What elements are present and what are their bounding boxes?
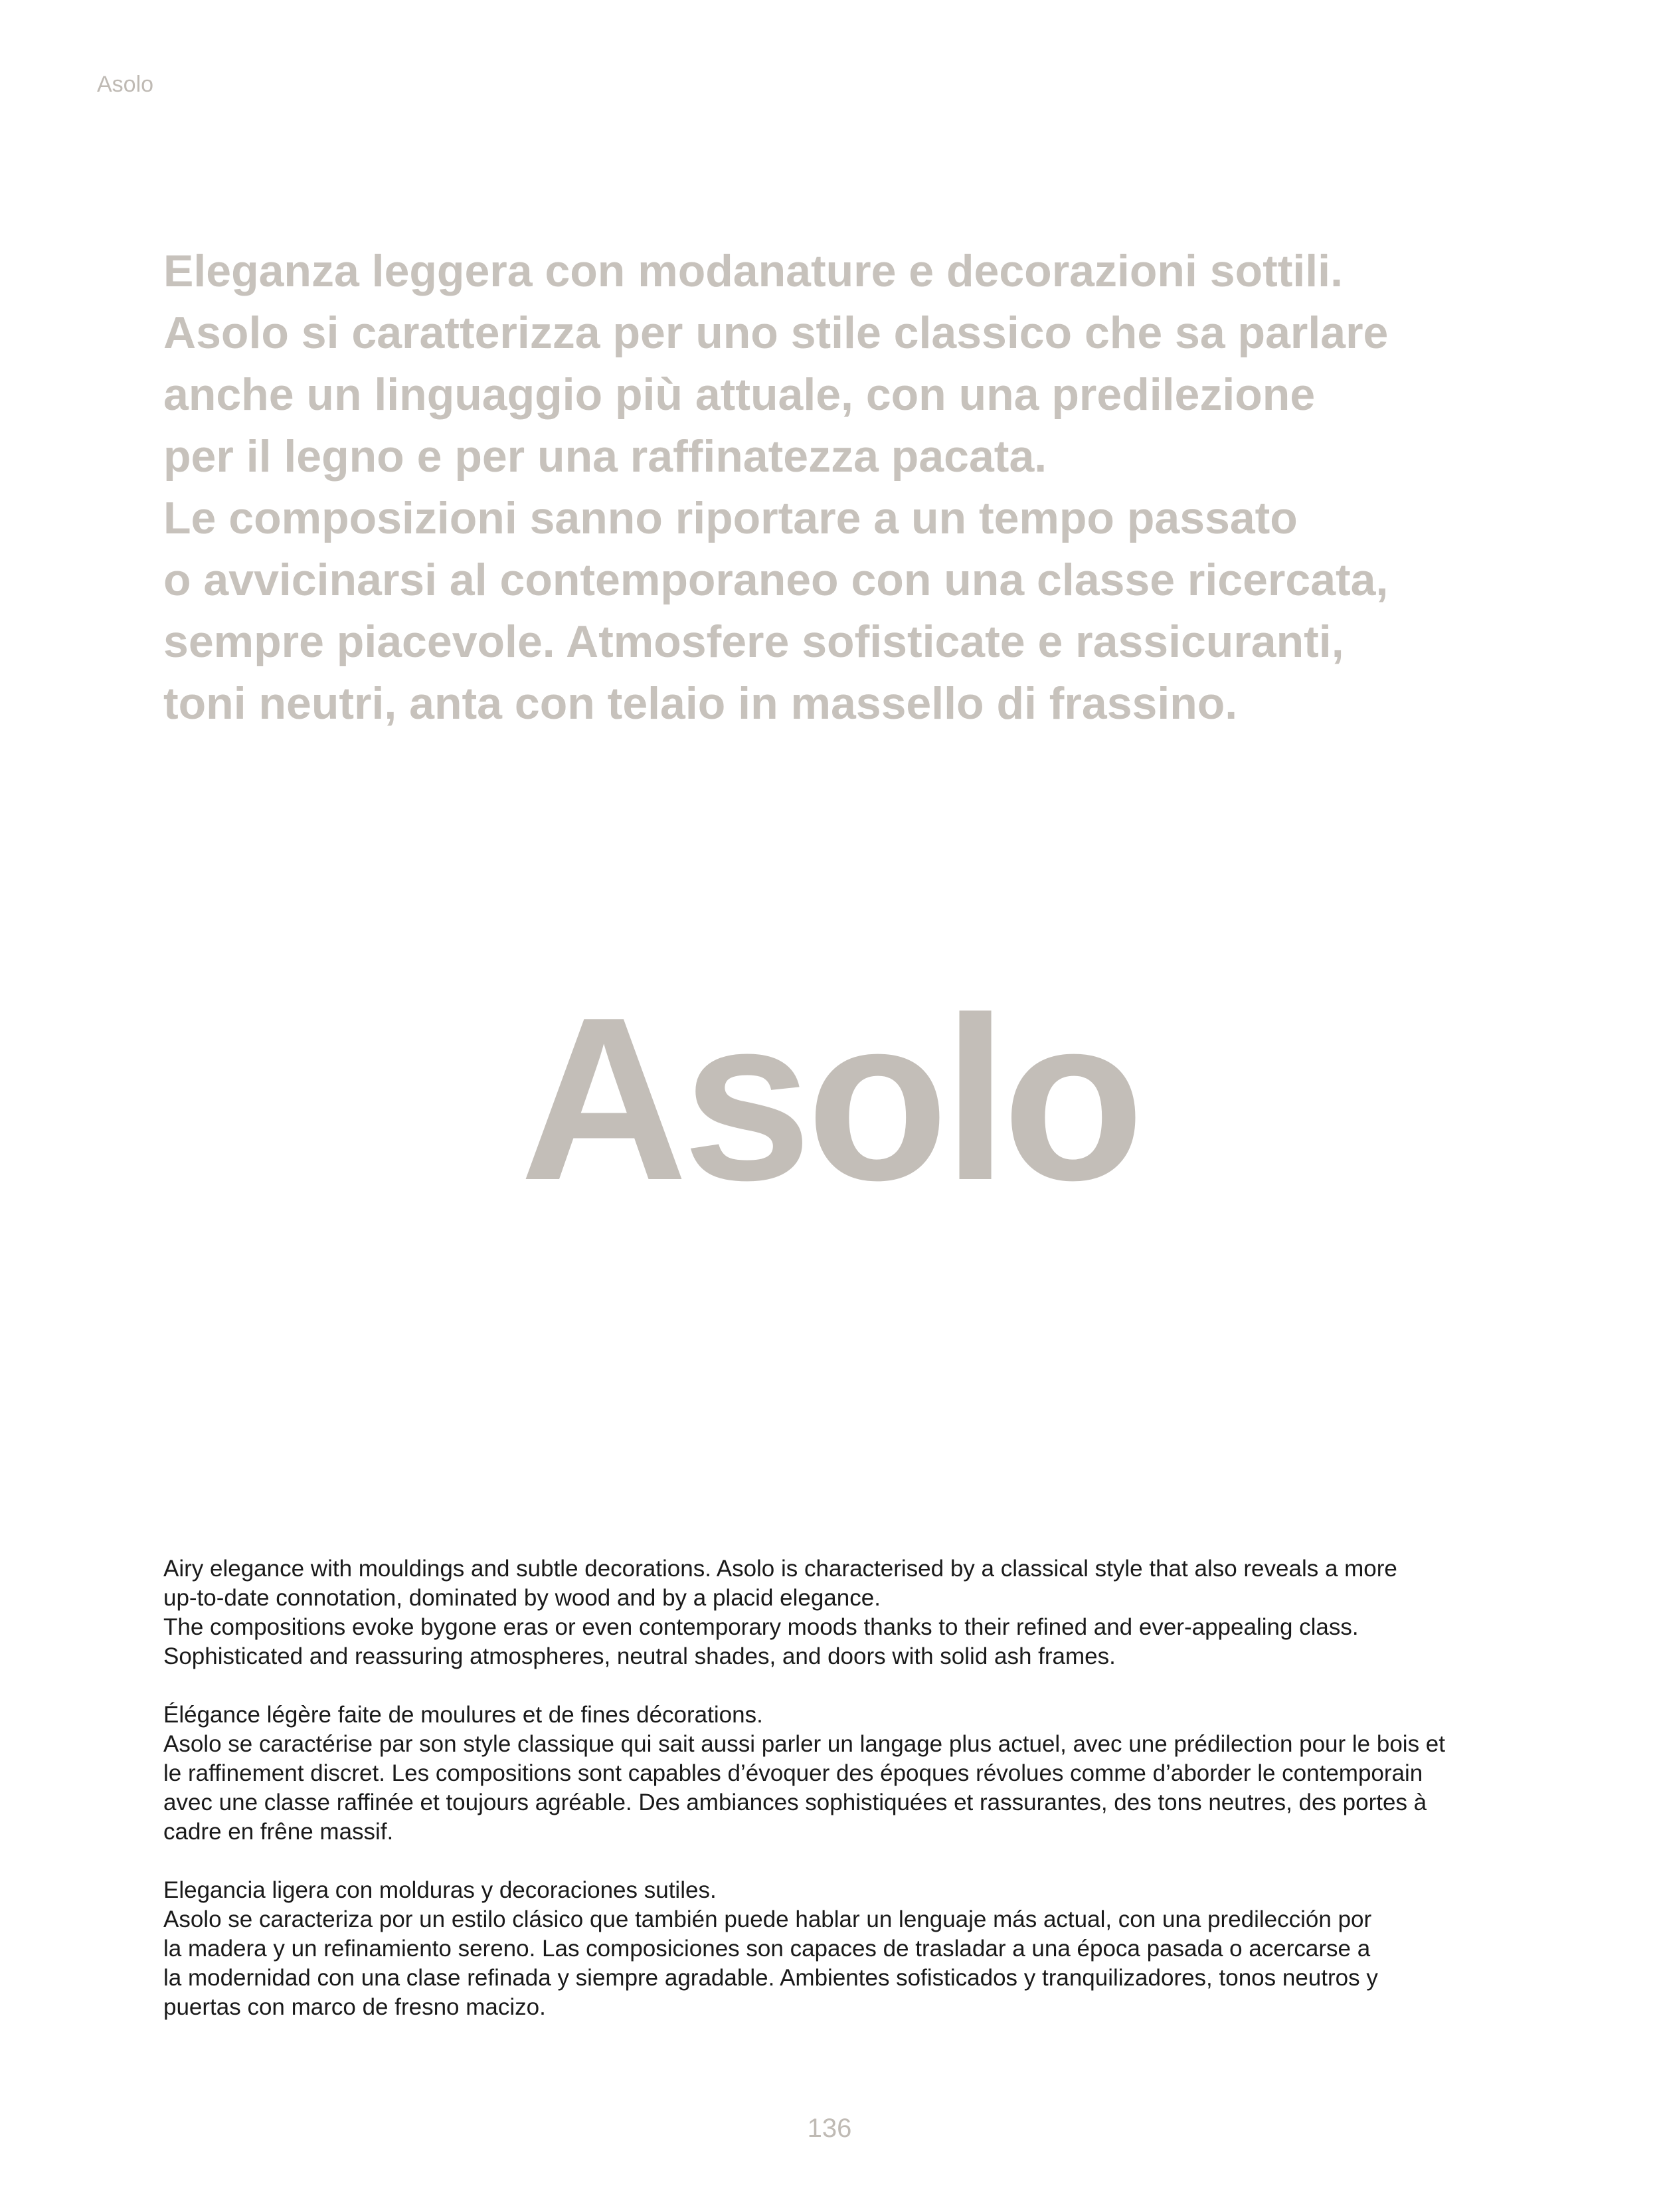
text-line: le raffinement discret. Les compositions sont capables d’évoquer des époques révolues comme d’aborder le contemporain xyxy=(163,1760,1423,1786)
text-line: Airy elegance with mouldings and subtle decorations. Asolo is characterised by a classical style that also reveals a more xyxy=(163,1556,1397,1582)
intro-line: Le composizioni sanno riportare a un tempo passato xyxy=(163,493,1298,543)
text-line: up-to-date connotation, dominated by wood and by a placid elegance. xyxy=(163,1585,881,1611)
intro-line: per il legno e per una raffinatezza pacata. xyxy=(163,431,1047,482)
intro-line: Eleganza leggera con modanature e decorazioni sottili. xyxy=(163,246,1343,296)
text-line: The compositions evoke bygone eras or even contemporary moods thanks to their refined and ever-appealing class. xyxy=(163,1614,1359,1640)
text-line: Sophisticated and reassuring atmospheres, neutral shades, and doors with solid ash frames. xyxy=(163,1643,1116,1669)
text-line: Asolo se caractérise par son style classique qui sait aussi parler un langage plus actuel, avec une prédilection pour le bois et xyxy=(163,1731,1445,1757)
intro-line: o avvicinarsi al contemporaneo con una classe ricercata, xyxy=(163,555,1389,605)
english-paragraph xyxy=(163,1554,1531,1671)
french-paragraph xyxy=(163,1701,1531,1847)
intro-line: anche un linguaggio più attuale, con una predilezione xyxy=(163,369,1316,420)
text-line: Élégance légère faite de moulures et de fines décorations. xyxy=(163,1702,763,1728)
intro-line: toni neutri, anta con telaio in massello di frassino. xyxy=(163,678,1238,729)
spanish-paragraph xyxy=(163,1876,1531,2022)
text-line: Asolo se caracteriza por un estilo clásico que también puede hablar un lenguaje más actual, con una predilección por xyxy=(163,1906,1372,1932)
text-line: puertas con marco de fresno macizo. xyxy=(163,1994,546,2020)
running-head: Asolo xyxy=(97,72,154,97)
text-line: cadre en frêne massif. xyxy=(163,1819,394,1845)
translations-block xyxy=(163,1554,1531,2051)
italian-intro xyxy=(163,240,1558,735)
intro-line: Asolo si caratterizza per uno stile classico che sa parlare xyxy=(163,308,1389,358)
text-line: la madera y un refinamiento sereno. Las composiciones son capaces de trasladar a una época pasada o acercarse a xyxy=(163,1936,1371,1962)
text-line: la modernidad con una clase refinada y siempre agradable. Ambientes sofisticados y tranquilizadores, tonos neutros y xyxy=(163,1965,1378,1991)
page-number: 136 xyxy=(807,2114,852,2143)
collection-title: Asolo xyxy=(519,969,1140,1229)
text-line: avec une classe raffinée et toujours agréable. Des ambiances sophistiquées et rassurantes, des tons neutres, des portes à xyxy=(163,1790,1427,1815)
intro-line: sempre piacevole. Atmosfere sofisticate e rassicuranti, xyxy=(163,616,1344,667)
text-line: Elegancia ligera con molduras y decoraciones sutiles. xyxy=(163,1877,717,1903)
